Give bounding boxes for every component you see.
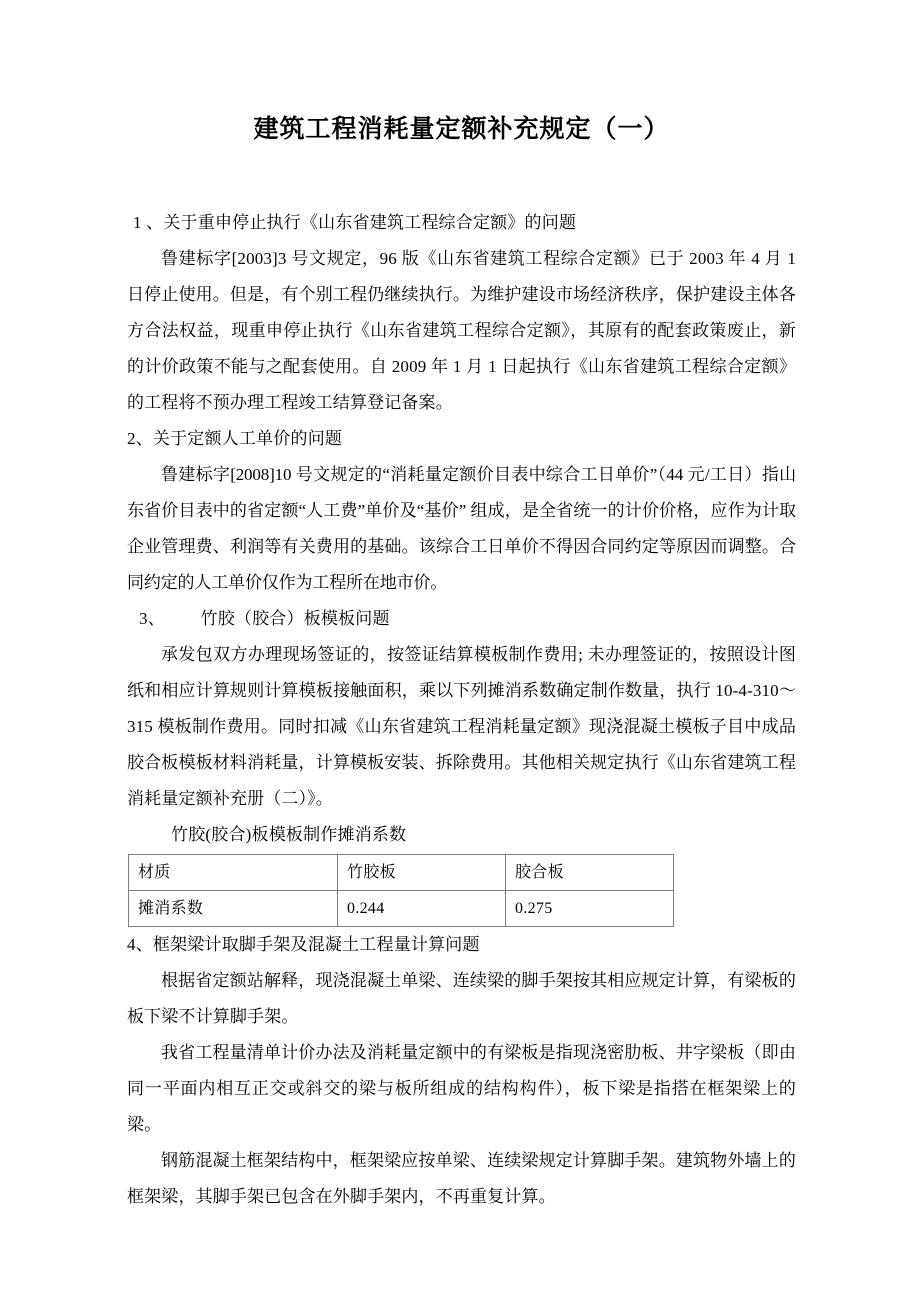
table-caption: 竹胶(胶合)板模板制作摊消系数 [171, 825, 407, 844]
table-cell-bamboo-plywood-header: 竹胶板 [338, 855, 506, 891]
section-paragraph-4-2: 我省工程量清单计价办法及消耗量定额中的有梁板是指现浇密肋板、井字梁板（即由同一平面内相互正交或斜交的梁与板所组成的结构构件），板下梁是指搭在框架梁上的梁。 [127, 1043, 796, 1134]
section-paragraph-3-1: 承发包双方办理现场签证的，按签证结算模板制作费用; 未办理签证的，按照设计图纸和相应计算规则计算模板接触面积，乘以下列摊消系数确定制作数量，执行 10-4-310～315 模板制作费用。同时扣减《山东省建筑工程消耗量定额》现浇混凝土模板子目中成品胶合板模板材料消耗量，计算模板安装、拆除费用。其他相关规定执行《山东省建筑工程消耗量定额补充册（二）》。 [127, 645, 796, 808]
table-cell-material-label: 材质 [129, 855, 338, 891]
section-heading-4: 4、框架梁计取脚手架及混凝土工程量计算问题 [127, 935, 480, 954]
title-spacer [127, 147, 796, 205]
page-title: 建筑工程消耗量定额补充规定（一） [253, 116, 670, 143]
table-cell-bamboo-plywood-value: 0.244 [338, 891, 506, 927]
table-row [129, 891, 674, 927]
table-cell-plywood-header: 胶合板 [506, 855, 674, 891]
table-row [129, 855, 674, 891]
section-heading-1: 1 、关于重申停止执行《山东省建筑工程综合定额》的问题 [133, 213, 577, 232]
section-paragraph-4-3: 钢筋混凝土框架结构中，框架梁应按单梁、连续梁规定计算脚手架。建筑物外墙上的框架梁，其脚手架已包含在外脚手架内，不再重复计算。 [127, 1151, 796, 1206]
table-cell-coefficient-label: 摊消系数 [129, 891, 338, 927]
section-heading-3: 3、 竹胶（胶合）板模板问题 [139, 609, 390, 628]
section-heading-2: 2、关于定额人工单价的问题 [127, 429, 343, 448]
section-paragraph-4-1: 根据省定额站解释，现浇混凝土单梁、连续梁的脚手架按其相应规定计算，有梁板的板下梁不计算脚手架。 [127, 971, 796, 1026]
section-paragraph-2-1: 鲁建标字[2008]10 号文规定的“消耗量定额价目表中综合工日单价”（44 元/工日）指山东省价目表中的省定额“人工费”单价及“基价” 组成，是全省统一的计价价格，应作为计取企业管理费、利润等有关费用的基础。该综合工日单价不得因合同约定等原因而调整。合同约定的人工单价仅作为工程所在地市价。 [127, 465, 796, 592]
table-cell-plywood-value: 0.275 [506, 891, 674, 927]
document-body [127, 0, 796, 1215]
coefficient-table [128, 854, 674, 927]
section-paragraph-1-1: 鲁建标字[2003]3 号文规定，96 版《山东省建筑工程综合定额》已于 2003 年 4 月 1 日停止使用。但是，有个别工程仍继续执行。为维护建设市场经济秩序，保护建设主体各方合法权益，现重申停止执行《山东省建筑工程综合定额》，其原有的配套政策废止，新的计价政策不能与之配套使用。自 2009 年 1 月 1 日起执行《山东省建筑工程综合定额》的工程将不预办理工程竣工结算登记备案。 [127, 249, 796, 412]
